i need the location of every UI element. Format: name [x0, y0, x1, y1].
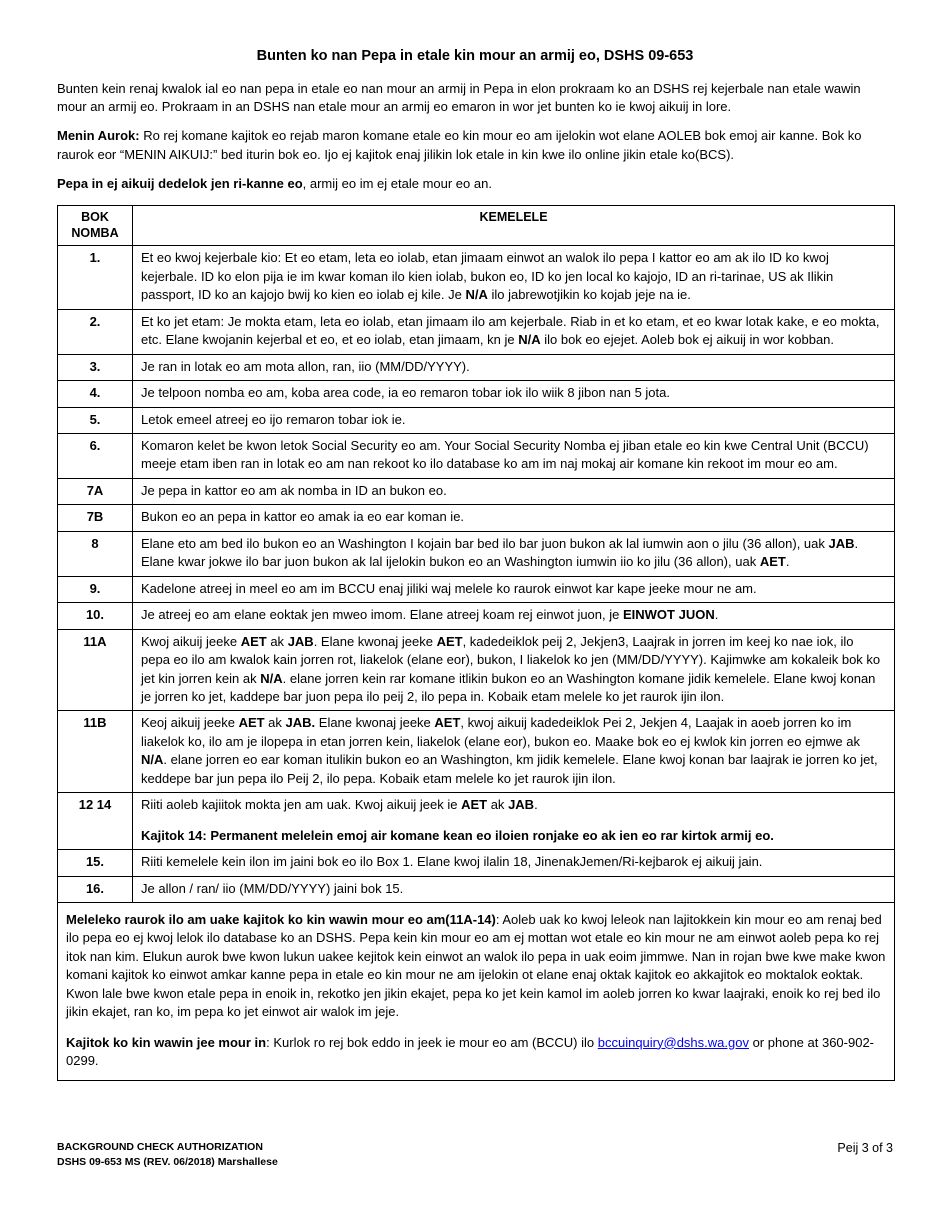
text: ilo bok eo ejejet. Aoleb bok ej aikuij in wor kobban. — [540, 332, 835, 348]
text: or phone at 360-902-0299. — [66, 1034, 875, 1069]
row-number: 6. — [58, 433, 133, 478]
text: Je pepa in kattor eo am ak nomba in ID an bukon eo. — [141, 482, 447, 498]
table-row — [58, 629, 895, 711]
row-paragraph — [141, 853, 886, 871]
row-number: 3. — [58, 354, 133, 380]
table-row — [58, 876, 895, 902]
row-description — [133, 629, 895, 711]
text: Bukon eo an pepa in kattor eo amak ia eo ear koman ie. — [141, 509, 465, 525]
pepa-aikuij-text: , armij eo im ej etale mour eo an. — [302, 176, 492, 192]
text: . elane jorren kein rar komane itlikin bukon eo an Washington komane jidik kemelele. Elane kwoj konan je jorren ko jet, kaddepe bar juon pepa ilo peij 2, ilo pepa in. Kobaik etam melele ko jet raurok ijin ilon. — [141, 670, 876, 704]
row-description — [133, 246, 895, 309]
row-paragraph — [141, 358, 886, 376]
text: . — [534, 797, 538, 813]
text: ilo jabrewotjikin ko kojab jeje na ie. — [487, 287, 691, 303]
row-number: 1. — [58, 246, 133, 309]
instructions-table — [57, 205, 895, 1081]
text: , kadedeiklok peij 2, Jekjen3, Laajrak in jorren im keej ko nae iok, ilo pepa eo ilo am kwalok kain jorren rot, liakelok (elane eor), bukon, I liakelok ko jen (MM/DD/YYYY). Kajimwke am kokaleik bok ko jet kin jorren kein ak — [141, 633, 881, 686]
bottom-section — [58, 903, 895, 1081]
text: Riiti aoleb kajiitok mokta jen am uak. Kwoj aikuij jeek ie — [141, 797, 462, 813]
row-paragraph — [141, 313, 886, 350]
pepa-aikuij-label: Pepa in ej aikuij dedelok jen ri-kanne eo — [57, 176, 303, 192]
row-paragraph — [141, 796, 886, 814]
bottom-row — [58, 903, 895, 1081]
table-body — [58, 246, 895, 903]
table-row — [58, 850, 895, 876]
row-paragraph — [141, 580, 886, 598]
row-paragraph — [141, 249, 886, 304]
header-kemelele: KEMELELE — [133, 205, 895, 246]
row-description — [133, 603, 895, 629]
text: ak — [266, 633, 288, 649]
footer-form-title: BACKGROUND CHECK AUTHORIZATION — [57, 1141, 263, 1153]
bold-text: JAB — [508, 797, 535, 813]
table-row — [58, 309, 895, 354]
row-number: 7A — [58, 478, 133, 504]
text: Keoj aikuij jeeke — [141, 715, 239, 731]
table-row — [58, 603, 895, 629]
row-description — [133, 381, 895, 407]
footer-form-number: DSHS 09-653 MS (REV. 06/2018) Marshallese — [57, 1155, 278, 1168]
menin-aurok-label: Menin Aurok: — [57, 128, 140, 144]
row-number: 7B — [58, 505, 133, 531]
row-description — [133, 793, 895, 850]
row-number: 11B — [58, 711, 133, 793]
table-row — [58, 407, 895, 433]
text: Elane eto am bed ilo bukon eo an Washington I kojain bar bed ilo bar juon bukon ak lal iumwin aon o jilu (36 allon), uak — [141, 535, 829, 551]
table-row — [58, 381, 895, 407]
row-number: 2. — [58, 309, 133, 354]
text: Je telpoon nomba eo am, koba area code, ia eo remaron tobar iok ilo wiik 8 jibon nan 5 jota. — [141, 385, 670, 401]
bold-text: AET — [434, 715, 461, 731]
text: Je atreej eo am elane eoktak jen mweo imom. Elane atreej koam rej einwot juon, je — [141, 607, 623, 623]
page-footer — [57, 1140, 893, 1169]
row-description — [133, 876, 895, 902]
intro-paragraph: Bunten kein renaj kwalok ial eo nan pepa in etale eo nan mour an armij in Pepa in elon prokraam ko an DSHS rej kejerbale nan etale wawin mour an armij eo. Prokraam in an DSHS nan etale mour an armij eo emaron in wor jet bunten ko ie kwoj aikuij in lore. — [57, 80, 861, 115]
footer-form-identity — [57, 1140, 278, 1169]
bold-text: Meleleko raurok ilo am uake kajitok ko kin wawin mour eo am(11A-14) — [66, 912, 496, 928]
bold-text: JAB — [828, 535, 855, 551]
row-paragraph — [141, 633, 886, 707]
text: Et ko jet etam: Je mokta etam, leta eo iolab, etan jimaam ilo am kejerbale. Riab in et ko etam, et eo kwar lotak kake, e eo mokta, etc. Elane kwojanin kejerbal et eo, et eo iolab, etan jimaam, kn je — [141, 313, 880, 348]
footer-page-number: Peij 3 of 3 — [837, 1141, 893, 1155]
table-row — [58, 354, 895, 380]
row-paragraph — [141, 714, 886, 788]
text: . — [785, 554, 790, 570]
menin-aurok-text: Ro rej komane kajitok eo rejab maron komane etale eo kin mour eo am ijelokin wot elane AOLEB bok emoj air kanne. Bok ko raurok eor “MENIN AIKUIJ:” bed iturin bok eo. Ijo ej kajitok enaj jilikin lok etale in kin kwe ilo online jikin etale ko(BCS). — [57, 128, 862, 162]
row-number: 11A — [58, 629, 133, 711]
row-number: 5. — [58, 407, 133, 433]
text: . Elane kwar jokwe ilo bar juon bukon ak lal ijelokin bukon eo an Washington iumwin iio ko jilu (36 allon), uak — [141, 535, 859, 570]
document-title: Bunten ko nan Pepa in etale kin mour an armij eo, DSHS 09-653 — [256, 48, 694, 64]
row-number: 15. — [58, 850, 133, 876]
bottom-paragraph — [66, 1034, 886, 1071]
bold-text: AET — [759, 554, 786, 570]
text: : Kurlok ro rej bok eddo in jeek ie mour eo am (BCCU) ilo — [266, 1034, 598, 1050]
bold-text: N/A — [260, 670, 283, 686]
bold-text: JAB. — [285, 715, 316, 731]
row-paragraph — [141, 508, 886, 526]
row-paragraph — [141, 482, 886, 500]
row-description — [133, 478, 895, 504]
header-row — [58, 205, 895, 246]
bold-text: EINWOT JUON — [622, 607, 715, 623]
row-number: 12 14 — [58, 793, 133, 850]
text: Kwoj aikuij jeeke — [141, 633, 241, 649]
row-paragraph — [141, 827, 886, 845]
row-description — [133, 711, 895, 793]
bold-text: AET — [240, 633, 267, 649]
text: Je ran in lotak eo am mota allon, ran, iio (MM/DD/YYYY). — [141, 358, 470, 374]
bold-text: N/A — [141, 752, 164, 768]
row-paragraph — [141, 384, 886, 402]
row-number: 4. — [58, 381, 133, 407]
row-number: 8 — [58, 531, 133, 576]
row-number: 16. — [58, 876, 133, 902]
table-row — [58, 711, 895, 793]
bold-text: JAB — [287, 633, 314, 649]
bold-text: AET — [436, 633, 463, 649]
table-row — [58, 433, 895, 478]
bold-text: Kajitok 14: Permanent melelein emoj air komane kean eo iloien ronjake eo ak ien eo rar kirtok armij eo. — [141, 827, 774, 843]
text: . — [714, 607, 719, 623]
text: Elane kwonaj jeeke — [315, 715, 435, 731]
bold-text: N/A — [465, 287, 488, 303]
menin-aurok-paragraph — [57, 127, 893, 164]
bold-text: AET — [461, 797, 488, 813]
text: : Aoleb uak ko kwoj leleok nan lajitokkein kin mour eo am renaj bed ilo pepa eo ej kwoj lelok ilo database ko an DSHS. Pepa kein kin mour eo am ej mottan wot etale eo kin mour ne am einwot aoleb pepa ko rej itok nan kim. Elukun aurok bwe kwon lukun uakee kejitok kein einwot an walok ilo pepa in uak eoim jimmwe. Nan in rojan bwe kwe make kwon komani kajitok ko einwot amkar kanne pepa in etale eo kin mour ne am ijelokin ot elane enaj oktak kajitok eo akkajitok eo moktalok eoktak. Kwon lale bwe kwon etale pepa in enoik in, rekotko jen jikin ekajet, pepa ko jet kein kamol im aoleb jorren ko kwar laajraki, enoik ko rej bed ilo jikin ekajet, ran ko, im pepa ko jet einwot air walok im jeje. — [66, 912, 886, 1020]
bottom-cell — [58, 903, 895, 1081]
row-paragraph — [141, 606, 886, 624]
text: Riiti kemelele kein ilon im jaini bok eo ilo Box 1. Elane kwoj ilalin 18, JinenakJemen/Ri-kejbarok ej aikuij jain. — [141, 854, 763, 870]
bottom-paragraph — [66, 911, 886, 1022]
row-paragraph — [141, 411, 886, 429]
bold-text: AET — [238, 715, 265, 731]
table-header — [58, 205, 895, 246]
row-description — [133, 850, 895, 876]
bold-text: N/A — [518, 332, 541, 348]
row-description — [133, 576, 895, 602]
row-paragraph — [141, 535, 886, 572]
row-number: 9. — [58, 576, 133, 602]
table-row — [58, 793, 895, 850]
row-description — [133, 407, 895, 433]
row-paragraph — [141, 437, 886, 474]
text: ak — [487, 797, 509, 813]
row-description — [133, 531, 895, 576]
text: . Elane kwonaj jeeke — [313, 633, 437, 649]
row-number: 10. — [58, 603, 133, 629]
text: Je allon / ran/ iio (MM/DD/YYYY) jaini bok 15. — [141, 880, 404, 896]
row-paragraph — [141, 880, 886, 898]
text: Letok emeel atreej eo ijo remaron tobar iok ie. — [141, 411, 406, 427]
row-description — [133, 505, 895, 531]
text: , kwoj aikuij kadedeiklok Pei 2, Jekjen 4, Laajak in aoeb jorren ko im liakelok ko, ilo am je ilopepa in etan jorren kein, liakelok (elane eor), bukon eo. Maake bok eo ej kwlok kin jorren eo ejmwe ak — [141, 715, 860, 749]
header-bok-nomba: BOK NOMBA — [58, 205, 133, 246]
row-description — [133, 309, 895, 354]
text: Komaron kelet be kwon letok Social Security eo am. Your Social Security Nomba ej jiban etale eo kin kwe Central Unit (BCCU) meeje etam iben ran in lotak eo am nan rekoot ko ilo database ko am im naj mokaj air komane kin rekoot im mour eo am. — [141, 437, 869, 472]
text: ak — [264, 715, 286, 731]
text: Kadelone atreej in meel eo am im BCCU enaj jiliki waj melele ko raurok einwot kar kape jeeke mour ne am. — [141, 580, 757, 596]
text: Et eo kwoj kejerbale kio: Et eo etam, leta eo iolab, etan jimaam einwot an walok ilo pepa I kattor eo am ak ilo ID ko kwoj kejerbale. ID ko elon pija ie im kwar koman ilo kien iolab, bukon eo, ID ko jen local ko kajojo, ID an ri-tarinae, US ak Ilikin passport, ID ko an kajojo bwij ko kien eo iolab ej kile. Je — [141, 250, 834, 303]
pepa-aikuij-paragraph — [57, 175, 893, 193]
table-row — [58, 246, 895, 309]
table-row — [58, 505, 895, 531]
text: . elane jorren eo ear koman itulikin bukon eo an Washington, km jidik kemelele. Elane kwoj konan bar laajrak ie jorren ko jet, keddepe bar jun pepa ilo Peij 2, ilo pepa. Kobaik etam melele ko jet raurok ijin ilon. — [141, 752, 878, 786]
bold-text: Kajitok ko kin wawin jee mour in — [66, 1034, 267, 1050]
table-row — [58, 478, 895, 504]
bccu-email-link[interactable]: bccuinquiry@dshs.wa.gov — [597, 1034, 749, 1050]
table-row — [58, 576, 895, 602]
row-description — [133, 433, 895, 478]
table-row — [58, 531, 895, 576]
row-description — [133, 354, 895, 380]
